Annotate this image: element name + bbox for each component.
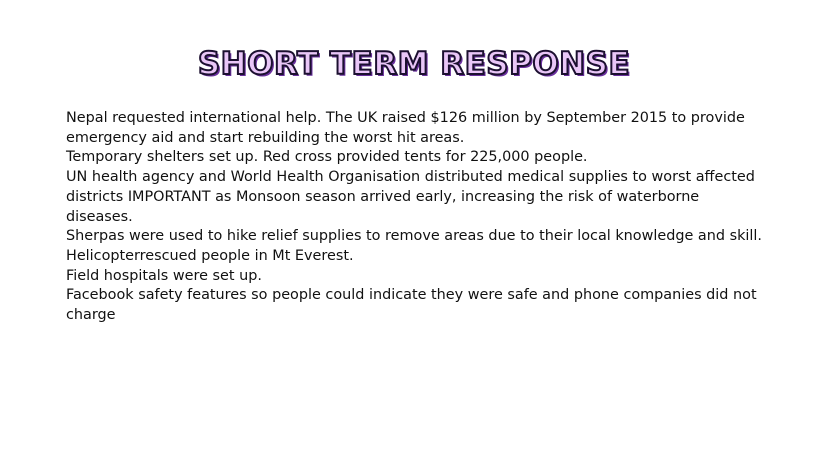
paragraph-field-hospitals: Field hospitals were set up. bbox=[66, 267, 262, 284]
paragraph-helicopter-rescue: Helicopterrescued people in Mt Everest. bbox=[66, 247, 354, 264]
paragraph-sherpas: Sherpas were used to hike relief supplies to remove areas due to their local knowledge and skill. bbox=[66, 228, 762, 245]
paragraph-medical-supplies: UN health agency and World Health Organisation distributed medical supplies to worst affected districts IMPORTANT as Monsoon season arrived early, increasing the risk of waterborne diseases. bbox=[66, 169, 755, 225]
paragraph-international-help: Nepal requested international help. The UK raised $126 million by September 2015 to provide emergency aid and start rebuilding the worst hit areas. bbox=[66, 110, 745, 146]
slide-title: SHORT TERM RESPONSE bbox=[197, 46, 631, 82]
slide-body bbox=[66, 109, 766, 326]
paragraph-temporary-shelters: Temporary shelters set up. Red cross provided tents for 225,000 people. bbox=[66, 149, 588, 166]
paragraph-facebook-safety: Facebook safety features so people could indicate they were safe and phone companies did not charge bbox=[66, 287, 757, 324]
